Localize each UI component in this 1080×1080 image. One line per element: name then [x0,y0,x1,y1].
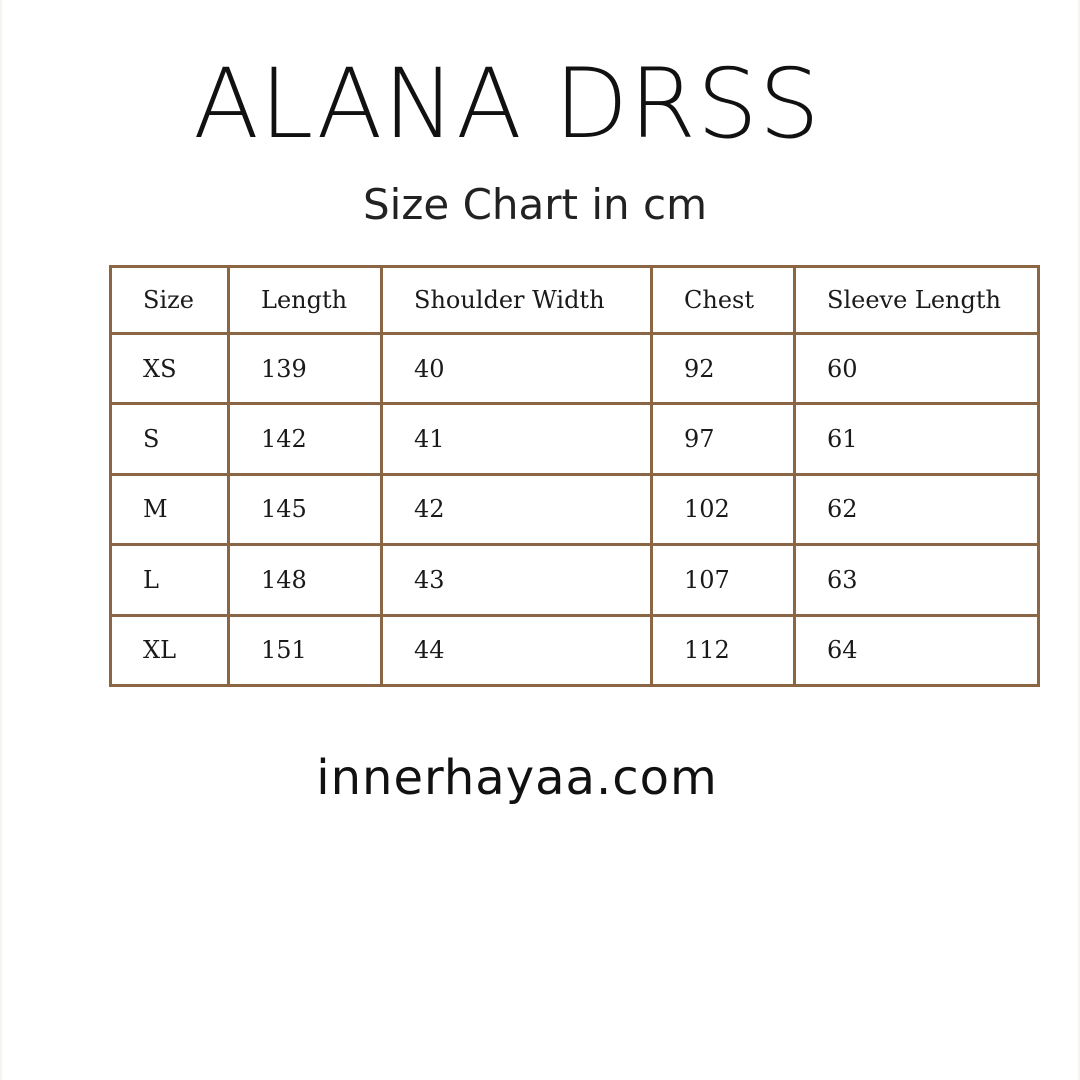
header-size: Size [111,267,229,334]
cell-sleeve-length: 63 [795,545,1039,615]
header-length: Length [229,267,382,334]
cell-shoulder-width: 44 [382,615,652,685]
table-row [111,474,1039,544]
cell-length: 139 [229,334,382,404]
table-row [111,615,1039,685]
cell-chest: 112 [652,615,795,685]
size-table [109,265,1040,687]
cell-shoulder-width: 40 [382,334,652,404]
cell-chest: 107 [652,545,795,615]
cell-sleeve-length: 64 [795,615,1039,685]
website-url: innerhayaa.com [316,750,718,806]
product-title: ALANA DRSS [193,48,821,160]
cell-shoulder-width: 41 [382,404,652,474]
cell-size: XS [111,334,229,404]
cell-sleeve-length: 62 [795,474,1039,544]
cell-sleeve-length: 60 [795,334,1039,404]
cell-size: S [111,404,229,474]
cell-chest: 97 [652,404,795,474]
chart-subtitle: Size Chart in cm [363,180,707,229]
cell-size: L [111,545,229,615]
cell-shoulder-width: 42 [382,474,652,544]
cell-chest: 102 [652,474,795,544]
table-header-row [111,267,1039,334]
cell-chest: 92 [652,334,795,404]
header-shoulder-width: Shoulder Width [382,267,652,334]
cell-shoulder-width: 43 [382,545,652,615]
cell-sleeve-length: 61 [795,404,1039,474]
cell-size: XL [111,615,229,685]
cell-length: 145 [229,474,382,544]
cell-length: 148 [229,545,382,615]
header-sleeve-length: Sleeve Length [795,267,1039,334]
cell-length: 142 [229,404,382,474]
table-row [111,545,1039,615]
cell-size: M [111,474,229,544]
table-row [111,334,1039,404]
header-chest: Chest [652,267,795,334]
size-chart-page [2,0,1078,1080]
cell-length: 151 [229,615,382,685]
table-row [111,404,1039,474]
